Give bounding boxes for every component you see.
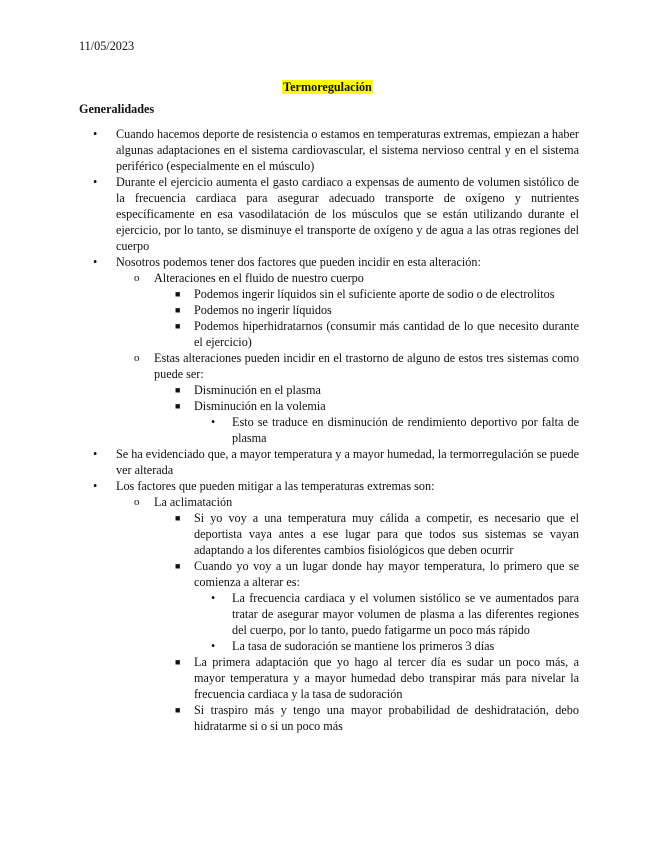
bullet-icon: • xyxy=(93,479,98,493)
list-item xyxy=(154,398,579,446)
list-item xyxy=(154,510,579,558)
bullet-icon: • xyxy=(93,447,98,461)
bullet-list xyxy=(79,126,579,734)
section-heading: Generalidades xyxy=(79,102,155,116)
list-item xyxy=(194,590,579,638)
list-item-text: Nosotros podemos tener dos factores que pueden incidir en esta alteración: xyxy=(116,255,481,269)
bullet-icon: • xyxy=(93,127,98,141)
square-bullet-icon: ■ xyxy=(175,401,181,411)
list-item xyxy=(194,638,579,654)
square-bullet-icon: ■ xyxy=(175,289,181,299)
list-item-text: Durante el ejercicio aumenta el gasto cardiaco a expensas de aumento de volumen sistólico de la frecuencia cardiaca para asegurar adecuado transporte de oxígeno y nutrientes específicamente en esa vasodilatación de los músculos que se están utilizando durante el ejercicio, por lo tanto, se disminuye el transporte de oxígeno y de agua a las otras regiones del cuerpo xyxy=(116,175,579,253)
list-item-text: Esto se traduce en disminución de rendimiento deportivo por falta de plasma xyxy=(232,415,579,445)
square-bullet-icon: ■ xyxy=(175,513,181,523)
list-item xyxy=(79,126,579,174)
list-item-text: Disminución en la volemia xyxy=(194,399,326,413)
list-item xyxy=(79,254,579,446)
list-item-text: La aclimatación xyxy=(154,495,233,509)
list-item xyxy=(154,702,579,734)
list-item-text: Podemos no ingerir líquidos xyxy=(194,303,332,317)
sub-list xyxy=(154,382,579,446)
list-item-text: Podemos hiperhidratarnos (consumir más cantidad de lo que necesito durante el ejercicio) xyxy=(194,319,579,349)
sub-list xyxy=(116,494,579,734)
list-item xyxy=(154,382,579,398)
list-item xyxy=(116,270,579,350)
list-item-text: Si yo voy a una temperatura muy cálida a competir, es necesario que el deportista vaya antes a ese lugar para que todos sus sistemas se vayan adaptando a los diferentes cambios fisiológicos que deben ocurrir xyxy=(194,511,579,557)
list-item xyxy=(154,302,579,318)
sub-list xyxy=(154,510,579,734)
square-bullet-icon: ■ xyxy=(175,305,181,315)
list-item-text: La primera adaptación que yo hago al tercer día es sudar un poco más, a mayor temperatura y a mayor humedad debo transpirar más para nivelar la frecuencia cardiaca y la tasa de sudoración xyxy=(194,655,579,701)
list-item xyxy=(154,654,579,702)
list-item xyxy=(79,174,579,254)
list-item-text: Podemos ingerir líquidos sin el suficiente aporte de sodio o de electrolitos xyxy=(194,287,555,301)
list-item xyxy=(154,558,579,654)
bullet-icon: • xyxy=(211,415,216,429)
square-bullet-icon: ■ xyxy=(175,657,181,667)
title-wrapper xyxy=(0,79,655,95)
circle-bullet-icon: o xyxy=(134,352,140,364)
circle-bullet-icon: o xyxy=(134,272,140,284)
circle-bullet-icon: o xyxy=(134,496,140,508)
bullet-icon: • xyxy=(93,255,98,269)
list-item-text: Los factores que pueden mitigar a las temperaturas extremas son: xyxy=(116,479,435,493)
sub-list xyxy=(194,414,579,446)
bullet-icon: • xyxy=(211,639,216,653)
square-bullet-icon: ■ xyxy=(175,385,181,395)
square-bullet-icon: ■ xyxy=(175,321,181,331)
list-item xyxy=(116,494,579,734)
list-item xyxy=(194,414,579,446)
square-bullet-icon: ■ xyxy=(175,705,181,715)
sub-list xyxy=(116,270,579,446)
list-item-text: Cuando yo voy a un lugar donde hay mayor temperatura, lo primero que se comienza a alterar es: xyxy=(194,559,579,589)
bullet-icon: • xyxy=(211,591,216,605)
list-item xyxy=(154,318,579,350)
document-title: Termoregulación xyxy=(283,80,372,94)
square-bullet-icon: ■ xyxy=(175,561,181,571)
list-item-text: La tasa de sudoración se mantiene los primeros 3 días xyxy=(232,639,495,653)
list-item-text: Estas alteraciones pueden incidir en el trastorno de alguno de estos tres sistemas como puede ser: xyxy=(154,351,579,381)
list-item xyxy=(154,286,579,302)
list-item-text: Disminución en el plasma xyxy=(194,383,321,397)
list-item-text: La frecuencia cardiaca y el volumen sistólico se ve aumentados para tratar de asegurar mayor volumen de plasma a las diferentes regiones del cuerpo, por lo tanto, puedo fatigarme un poco más rápido xyxy=(232,591,579,637)
document-body xyxy=(79,126,579,734)
list-item xyxy=(79,478,579,734)
list-item-text: Alteraciones en el fluido de nuestro cuerpo xyxy=(154,271,364,285)
list-item-text: Se ha evidenciado que, a mayor temperatura y a mayor humedad, la termorregulación se puede ver alterada xyxy=(116,447,579,477)
sub-list xyxy=(154,286,579,350)
list-item-text: Si traspiro más y tengo una mayor probabilidad de deshidratación, debo hidratarme si o si un poco más xyxy=(194,703,579,733)
list-item-text: Cuando hacemos deporte de resistencia o estamos en temperaturas extremas, empiezan a haber algunas adaptaciones en el sistema cardiovascular, el sistema nervioso central y en el sistema periférico (especialmente en el músculo) xyxy=(116,127,579,173)
document-date: 11/05/2023 xyxy=(79,39,135,53)
list-item xyxy=(116,350,579,446)
sub-list xyxy=(194,590,579,654)
bullet-icon: • xyxy=(93,175,98,189)
list-item xyxy=(79,446,579,478)
